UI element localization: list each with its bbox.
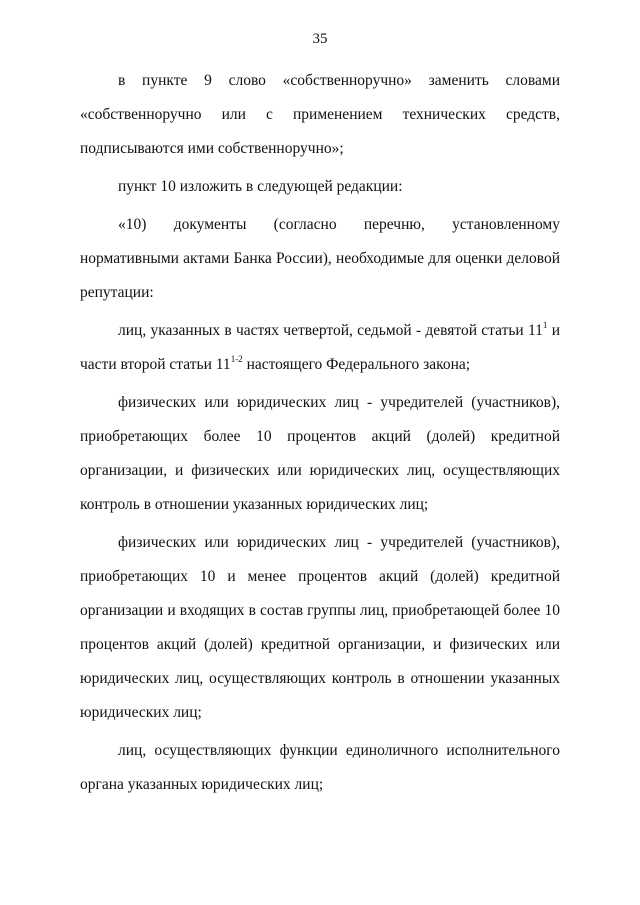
- paragraph-text-part: лиц, указанных в частях четвертой, седьмой - девятой статьи 11: [118, 322, 543, 339]
- paragraph-text: физических или юридических лиц - учредителей (участников), приобретающих 10 и менее процентов акций (долей) кредитной организации и входящих в состав группы лиц, приобретающей более 10 процентов акций (долей) кредитной организации, и физических или юридических лиц, осуществляющих контроль в отношении указанных юридических лиц;: [80, 534, 560, 721]
- article-superscript: 1-2: [230, 354, 243, 364]
- document-body: [80, 64, 560, 802]
- paragraph-text: лиц, осуществляющих функции единоличного исполнительного органа указанных юридических лиц;: [80, 742, 560, 793]
- paragraph-text: в пункте 9 слово «собственноручно» заменить словами «собственноручно или с применением технических средств, подписываются ими собственноручно»;: [80, 72, 560, 157]
- paragraph-executive-body: [80, 734, 560, 802]
- paragraph-text-part: настоящего Федерального закона;: [242, 356, 471, 373]
- article-superscript: 1: [542, 320, 548, 330]
- paragraph-persons-articles: [80, 314, 560, 382]
- paragraph-item-10-intro: [80, 170, 560, 204]
- paragraph-item-9-amendment: [80, 64, 560, 166]
- paragraph-text: «10) документы (согласно перечню, установленному нормативными актами Банка России), необходимые для оценки деловой репутации:: [80, 216, 560, 301]
- paragraph-founders-10-or-less: [80, 526, 560, 730]
- page-number: 35: [312, 31, 328, 47]
- paragraph-text: физических или юридических лиц - учредителей (участников), приобретающих более 10 процентов акций (долей) кредитной организации, и физических или юридических лиц, осуществляющих контроль в отношении указанных юридических лиц;: [80, 394, 560, 513]
- paragraph-founders-more-than-10: [80, 386, 560, 522]
- paragraph-text-part: и части второй статьи 11: [80, 322, 560, 373]
- paragraph-text: пункт 10 изложить в следующей редакции:: [118, 178, 403, 195]
- paragraph-item-10-text: [80, 208, 560, 310]
